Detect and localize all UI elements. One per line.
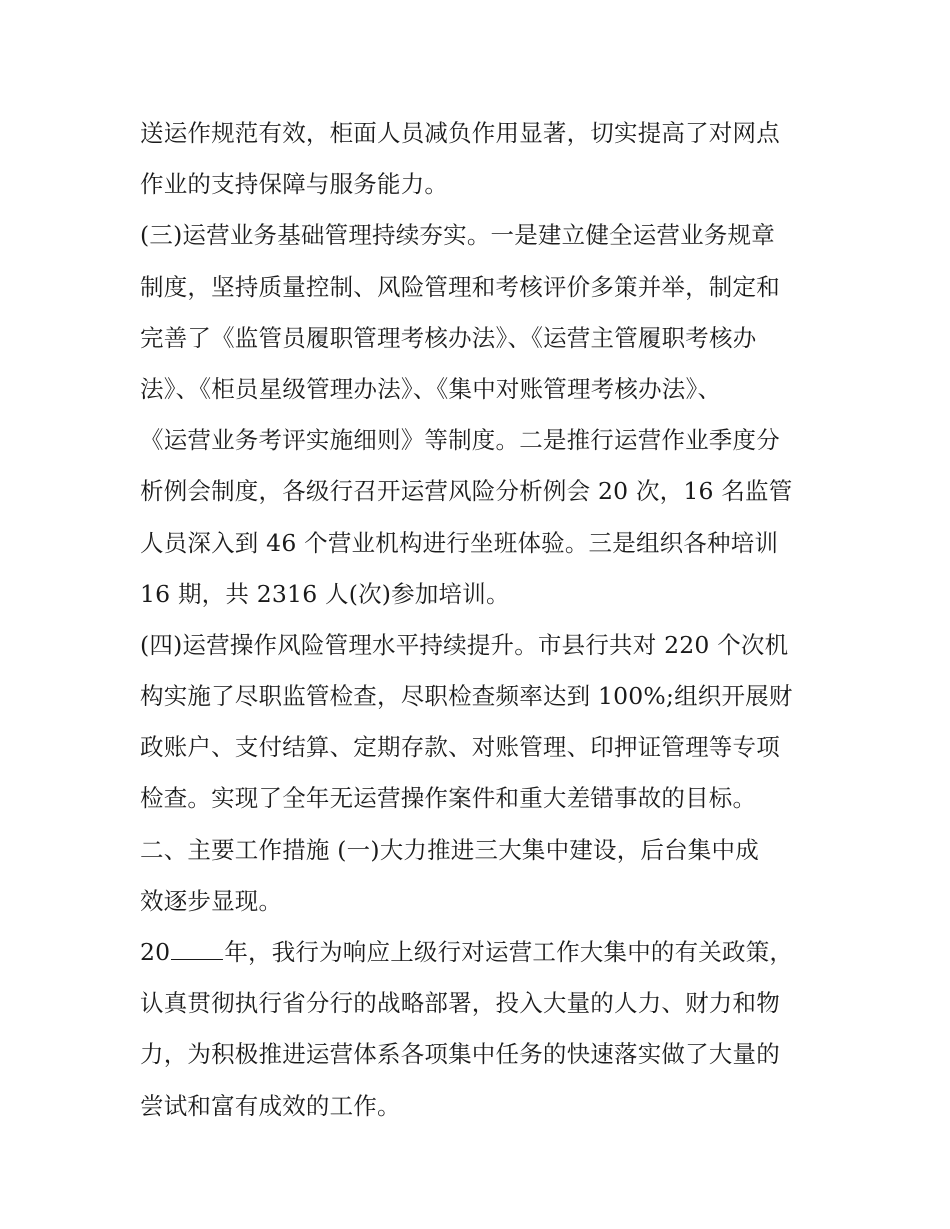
year-blank-underline [171, 939, 223, 960]
year-prefix: 20 [140, 938, 171, 966]
text-line: 完善了《监管员履职管理考核办法》、《运营主管履职考核办 [140, 323, 757, 352]
document-body [140, 108, 820, 1132]
text-line: 构实施了尽职监管检查，尽职检查频率达到 100%;组织开展财 [140, 682, 793, 711]
text-line: 力，为积极推进运营体系各项集中任务的快速落实做了大量的 [140, 1040, 780, 1069]
text-line: 人员深入到 46 个营业机构进行坐班体验。三是组织各种培训 [140, 528, 779, 557]
text-line: 制度，坚持质量控制、风险管理和考核评价多策并举，制定和 [140, 272, 780, 301]
text-line-year [140, 927, 820, 978]
text-line: 法》、《柜员星级管理办法》、《集中对账管理考核办法》、 [140, 374, 722, 403]
text-line: (四)运营操作风险管理水平持续提升。市县行共对 220 个次机 [140, 630, 789, 659]
text-line: 政账户、支付结算、定期存款、对账管理、印押证管理等专项 [140, 733, 780, 762]
text-line: 尝试和富有成效的工作。 [140, 1091, 401, 1120]
text-line: 《运营业务考评实施细则》等制度。二是推行运营作业季度分 [140, 426, 780, 455]
text-line: 送运作规范有效，柜面人员减负作用显著，切实提高了对网点 [140, 119, 780, 147]
year-line-suffix: 年，我行为响应上级行对运营工作大集中的有关政策， [224, 938, 794, 966]
text-line: 作业的支持保障与服务能力。 [140, 170, 449, 199]
text-line: 析例会制度，各级行召开运营风险分析例会 20 次，16 名监管 [140, 477, 793, 506]
text-line: 效逐步显现。 [140, 886, 283, 915]
text-line: (三)运营业务基础管理持续夯实。一是建立健全运营业务规章 [140, 221, 775, 250]
text-line: 检查。实现了全年无运营操作案件和重大差错事故的目标。 [140, 784, 757, 813]
text-line: 认真贯彻执行省分行的战略部署，投入大量的人力、财力和物 [140, 989, 780, 1018]
text-line: 二、主要工作措施 (一)大力推进三大集中建设，后台集中成 [140, 835, 759, 864]
text-line: 16 期，共 2316 人(次)参加培训。 [140, 579, 510, 608]
